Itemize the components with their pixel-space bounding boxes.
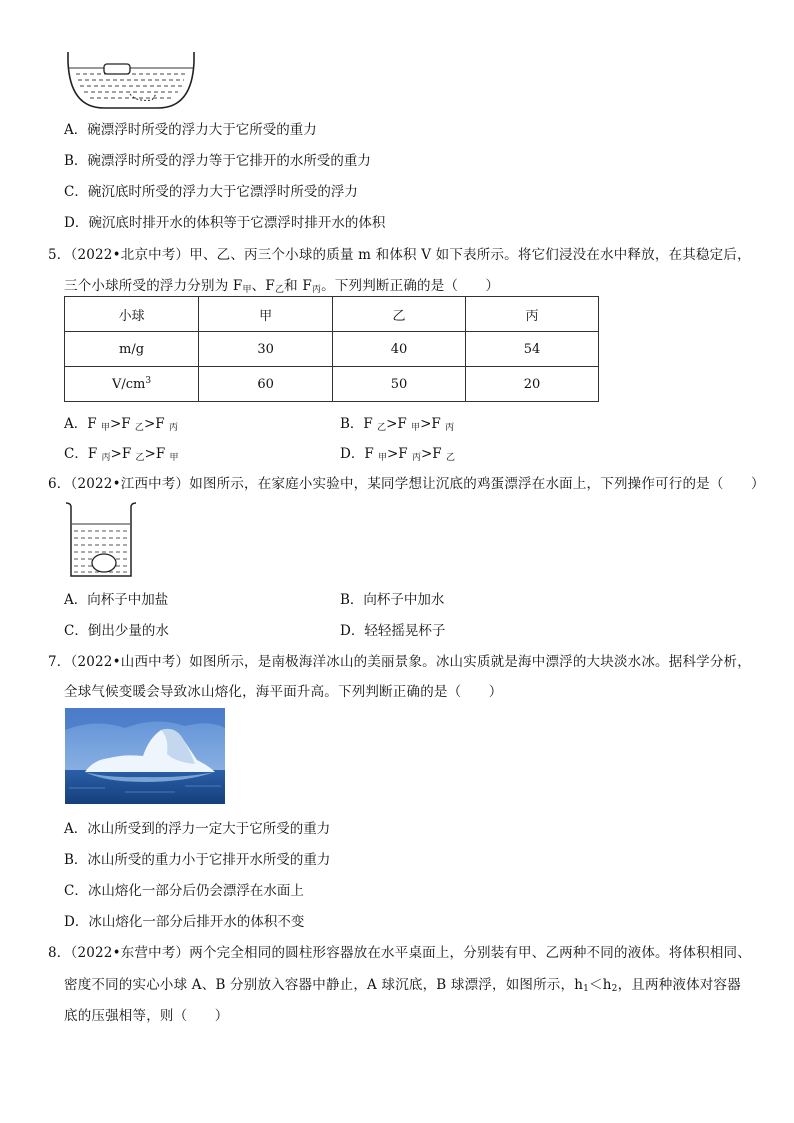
q6-option-c: C．倒出少量的水 (64, 623, 169, 639)
table-cell: 60 (199, 367, 333, 402)
q4-option-a: A．碗漂浮时所受的浮力大于它所受的重力 (64, 122, 317, 138)
q6-option-a: A．向杯子中加盐 (64, 592, 169, 608)
q8-stem-line1: 8．（2022•东营中考）两个完全相同的圆柱形容器放在水平桌面上，分别装有甲、乙两种不同的液体。将体积相同、 (48, 945, 751, 961)
table-row (65, 332, 599, 367)
table-header-cell: 丙 (466, 297, 599, 332)
table-header-cell: 小球 (65, 297, 199, 332)
q7-option-c: C．冰山熔化一部分后仍会漂浮在水面上 (64, 883, 304, 899)
table-header-cell: 乙 (333, 297, 466, 332)
table-row-label: m/g (65, 332, 199, 367)
q5-option-d: D．F $_甲$>F $_丙$>F $_乙$ (340, 446, 455, 463)
q4-option-d: D．碗沉底时排开水的体积等于它漂浮时排开水的体积 (64, 215, 386, 231)
table-cell: 50 (333, 367, 466, 402)
q5-option-a: A．F $_甲$>F $_乙$>F $_丙$ (64, 416, 178, 433)
q7-option-b: B．冰山所受的重力小于它排开水所受的重力 (64, 852, 331, 868)
q8-stem-line2: 密度不同的实心小球 A、B 分别放入容器中静止，A 球沉底，B 球漂浮，如图所示，$h_1<h_2$，且两种液体对容器 (64, 977, 741, 994)
q5-stem-line1: 5．（2022•北京中考）甲、乙、丙三个小球的质量 m 和体积 V 如下表所示。将它们浸没在水中释放，在其稳定后， (48, 247, 751, 263)
table-header-cell: 甲 (199, 297, 333, 332)
q6-option-b: B．向杯子中加水 (340, 592, 445, 608)
table-row (65, 297, 599, 332)
table-row (65, 367, 599, 402)
q4-option-b: B．碗漂浮时所受的浮力等于它排开的水所受的重力 (64, 153, 371, 169)
q5-option-b: B．F $_乙$>F $_甲$>F $_丙$ (340, 416, 455, 433)
iceberg-photo (65, 708, 225, 804)
table-cell: 40 (333, 332, 466, 367)
q7-option-d: D．冰山熔化一部分后排开水的体积不变 (64, 914, 305, 930)
q7-option-a: A．冰山所受到的浮力一定大于它所受的重力 (64, 821, 331, 837)
table-cell: 30 (199, 332, 333, 367)
q8-stem-line3: 底的压强相等，则（ ） (64, 1008, 229, 1024)
table-cell: 20 (466, 367, 599, 402)
table-row-label: $V/cm^3$ (65, 367, 199, 402)
q5-data-table (64, 296, 599, 402)
beaker-with-egg-figure (64, 500, 138, 580)
q4-option-c: C．碗沉底时所受的浮力大于它漂浮时所受的浮力 (64, 184, 358, 200)
q7-stem-line1: 7．（2022•山西中考）如图所示，是南极海洋冰山的美丽景象。冰山实质就是海中漂浮的大块淡水冰。据科学分析， (48, 654, 751, 670)
q6-option-d: D．轻轻摇晃杯子 (340, 623, 446, 639)
bowl-in-water-figure (64, 50, 198, 112)
table-cell: 54 (466, 332, 599, 367)
q6-stem: 6．（2022•江西中考）如图所示，在家庭小实验中，某同学想让沉底的鸡蛋漂浮在水面上，下列操作可行的是（ ） (48, 476, 765, 492)
q5-option-c: C．F $_丙$>F $_乙$>F $_甲$ (64, 446, 179, 463)
q7-stem-line2: 全球气候变暖会导致冰山熔化，海平面升高。下列判断正确的是（ ） (64, 684, 503, 700)
q5-stem-line2: 三个小球所受的浮力分别为 $F_甲$、$F_乙$和 $F_丙$。下列判断正确的是（ ） (64, 278, 500, 295)
